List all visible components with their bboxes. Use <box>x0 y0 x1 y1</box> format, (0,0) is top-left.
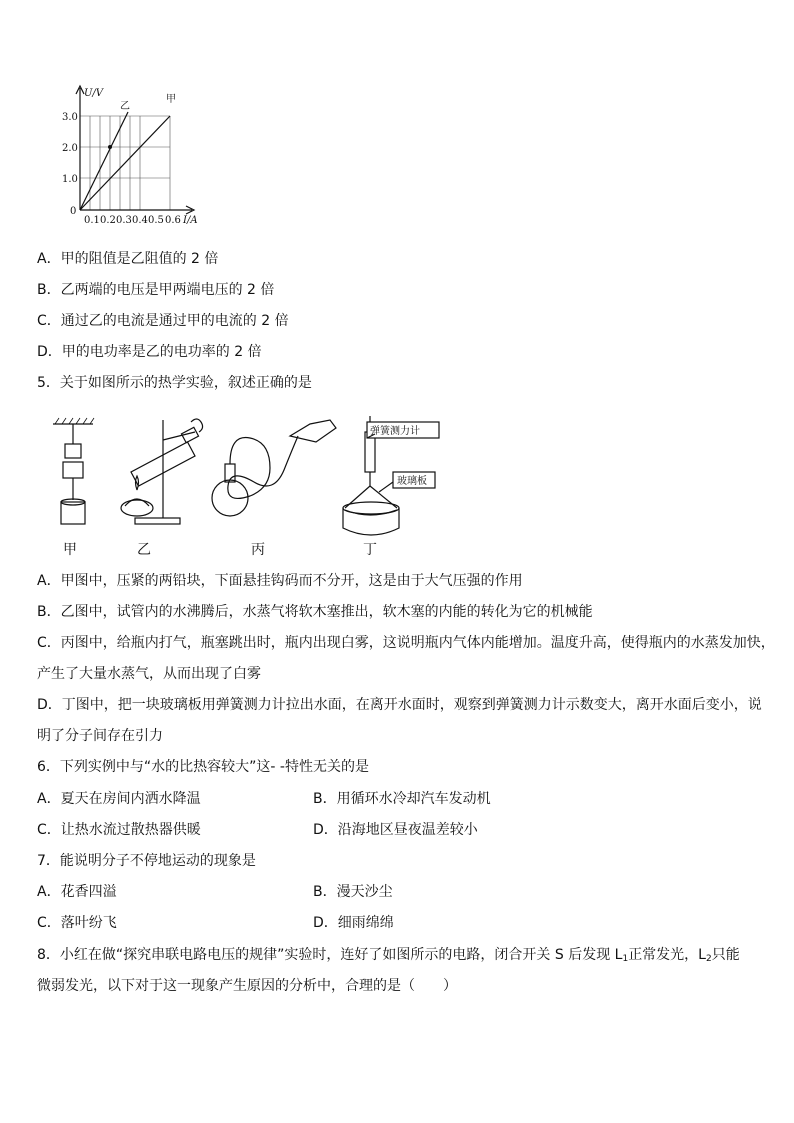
x-tick-5: 0.5 <box>148 215 164 226</box>
q8-stem-line1 <box>37 945 740 969</box>
y-tick-3: 3.0 <box>62 112 78 123</box>
x-tick-2: 0.2 <box>100 215 116 226</box>
q4-option-a: A．甲的阻值是乙阻值的 2 倍 <box>37 251 219 267</box>
flask-figure <box>212 420 336 516</box>
q8-text-a: 8．小红在做“探究串联电路电压的规律”实验时，连好了如图所示的电路，闭合开关 S 后发现 L <box>37 947 623 963</box>
origin-label: 0 <box>70 206 77 217</box>
q5-option-a: A．甲图中，压紧的两铅块，下面悬挂钩码而不分开，这是由于大气压强的作用 <box>37 573 523 589</box>
y-axis-label: U/V <box>84 88 104 99</box>
q6-stem: 6．下列实例中与“水的比热容较大”这- -特性无关的是 <box>37 759 369 775</box>
q8-sub-1: 1 <box>622 954 629 964</box>
series-yi-label: 乙 <box>120 101 130 112</box>
q7-option-a: A．花香四溢 <box>37 884 117 900</box>
q8-sub-2: 2 <box>706 954 712 964</box>
q4-option-c: C．通过乙的电流是通过甲的电流的 2 倍 <box>37 313 289 329</box>
series-yi-point <box>108 145 112 149</box>
callout-spring-scale: 弹簧测力计 <box>370 426 420 437</box>
x-tick-3: 0.3 <box>116 215 132 226</box>
q6-option-a: A．夏天在房间内洒水降温 <box>37 791 201 807</box>
q5-experiment-figures <box>45 410 455 560</box>
x-tick-6: 0.6 <box>165 215 181 226</box>
q6-option-d: D．沿海地区昼夜温差较小 <box>313 822 478 838</box>
figure-label-yi: 乙 <box>137 542 151 558</box>
q7-option-b: B．漫天沙尘 <box>313 884 393 900</box>
y-tick-2: 2.0 <box>62 143 78 154</box>
q7-option-d: D．细雨绵绵 <box>313 915 394 931</box>
q6-option-b: B．用循环水冷却汽车发动机 <box>313 791 491 807</box>
x-axis-label: I/A <box>183 215 198 226</box>
q7-stem: 7．能说明分子不停地运动的现象是 <box>37 853 256 869</box>
series-jia-label: 甲 <box>166 94 176 105</box>
figure-label-ding: 丁 <box>363 542 377 558</box>
q8-stem-line2: 微弱发光，以下对于这一现象产生原因的分析中，合理的是（ ） <box>37 978 457 994</box>
q8-text-b: 正常发光，L <box>628 947 706 963</box>
q5-option-d: D．丁图中，把一块玻璃板用弹簧测力计拉出水面，在离开水面时，观察到弹簧测力计示数变大，离开水面后变小，说 <box>37 697 762 713</box>
q4-option-d: D．甲的电功率是乙的电功率的 2 倍 <box>37 344 262 360</box>
x-tick-1: 0.1 <box>84 215 100 226</box>
q7-option-c: C．落叶纷飞 <box>37 915 117 931</box>
q5-option-c-cont: 产生了大量水蒸气，从而出现了白雾 <box>37 666 261 682</box>
q6-option-c: C．让热水流过散热器供暖 <box>37 822 201 838</box>
q5-option-d-cont: 明了分子间存在引力 <box>37 728 163 744</box>
q5-option-c: C．丙图中，给瓶内打气，瓶塞跳出时，瓶内出现白雾，这说明瓶内气体内能增加。温度升高，使得瓶内的水蒸发加快， <box>37 635 775 651</box>
callout-glass-plate: 玻璃板 <box>397 476 427 487</box>
test-tube-figure <box>121 419 203 524</box>
y-tick-1: 1.0 <box>62 174 78 185</box>
figure-label-jia: 甲 <box>63 542 77 558</box>
figure-label-bing: 丙 <box>251 542 265 558</box>
u-i-graph <box>62 82 232 232</box>
lead-blocks-figure <box>53 418 94 524</box>
q5-stem: 5．关于如图所示的热学实验，叙述正确的是 <box>37 375 312 391</box>
q8-text-c: 只能 <box>711 947 740 963</box>
x-tick-4: 0.4 <box>132 215 148 226</box>
q4-option-b: B．乙两端的电压是甲两端电压的 2 倍 <box>37 282 275 298</box>
q5-option-b: B．乙图中，试管内的水沸腾后，水蒸气将软木塞推出，软木塞的内能的转化为它的机械能 <box>37 604 593 620</box>
